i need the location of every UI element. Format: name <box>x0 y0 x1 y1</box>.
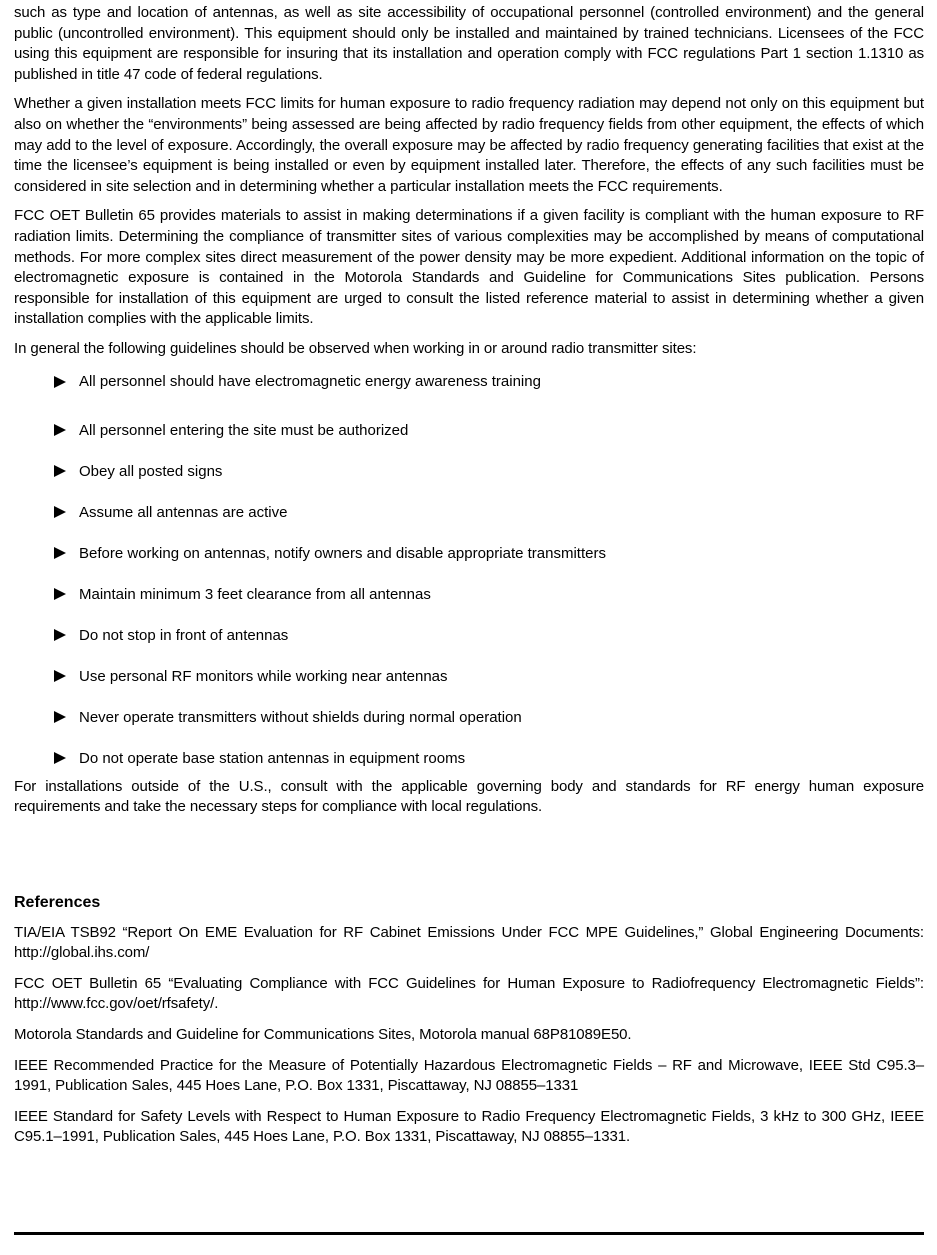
paragraph-oet-bulletin: FCC OET Bulletin 65 provides materials to assist in making determinations if a given facility is compliant with the human exposure to RF radiation limits. Determining the compliance of transmitter sites of various complexities may be accomplished by means of computational methods. For more complex sites direct measurement of the power density may be more expedient. Additional information on the topic of electromagnetic exposure is contained in the Motorola Standards and Guideline for Communications Sites publication. Persons responsible for installation of this equipment are urged to consult the listed reference material to assist in determining whether a given installation complies with the applicable limits. <box>14 207 924 328</box>
list-item <box>14 451 924 492</box>
list-item <box>14 615 924 656</box>
bullet-triangle-icon <box>54 711 66 723</box>
paragraph-guidelines-intro: In general the following guidelines should be observed when working in or around radio transmitter sites: <box>14 339 697 357</box>
guideline-text: Do not operate base station antennas in equipment rooms <box>79 749 466 767</box>
bottom-rule-divider <box>14 1232 924 1235</box>
reference-item: Motorola Standards and Guideline for Communications Sites, Motorola manual 68P81089E50. <box>14 1026 632 1044</box>
list-item <box>14 574 924 615</box>
list-item <box>14 656 924 697</box>
list-item <box>14 697 924 738</box>
guideline-text: Use personal RF monitors while working near antennas <box>79 667 448 685</box>
bullet-triangle-icon <box>54 629 66 641</box>
reference-item: FCC OET Bulletin 65 “Evaluating Compliance with FCC Guidelines for Human Exposure to Radiofrequency Electromagnetic Fields”: http://www.fcc.gov/oet/rfsafety/. <box>14 974 924 1013</box>
guideline-text: Before working on antennas, notify owners and disable appropriate transmitters <box>79 544 606 562</box>
reference-item: IEEE Recommended Practice for the Measure of Potentially Hazardous Electromagnetic Fields – RF and Microwave, IEEE Std C95.3–1991, Publication Sales, 445 Hoes Lane, P.O. Box 1331, Piscattaway, NJ 08855–1331 <box>14 1056 924 1095</box>
guideline-text: Assume all antennas are active <box>79 503 288 521</box>
guideline-text: Do not stop in front of antennas <box>79 626 289 644</box>
reference-item: IEEE Standard for Safety Levels with Respect to Human Exposure to Radio Frequency Electromagnetic Fields, 3 kHz to 300 GHz, IEEE C95.1–1991, Publication Sales, 445 Hoes Lane, P.O. Box 1331, Piscattaway, NJ 08855–1331. <box>14 1107 924 1146</box>
guideline-text: Obey all posted signs <box>79 462 223 480</box>
bullet-triangle-icon <box>54 588 66 600</box>
paragraph-installation-limits: Whether a given installation meets FCC limits for human exposure to radio frequency radiation may depend not only on this equipment but also on whether the “environments” being assessed are being affected by radio frequency fields from other equipment, the effects of which may add to the level of exposure. Accordingly, the overall exposure may be affected by radio frequency generating facilities that exist at the time the licensee’s equipment is being installed or even by equipment installed later. Therefore, the effects of any such facilities must be considered in site selection and in determining whether a particular installation meets the FCC requirements. <box>14 95 924 195</box>
guidelines-list <box>14 369 924 779</box>
list-item <box>14 369 924 395</box>
bullet-triangle-icon <box>54 547 66 559</box>
guideline-text: Never operate transmitters without shields during normal operation <box>79 708 522 726</box>
bullet-triangle-icon <box>54 506 66 518</box>
bullet-triangle-icon <box>54 752 66 764</box>
document-page <box>14 3 924 1158</box>
references-heading: References <box>14 893 101 911</box>
bullet-triangle-icon <box>54 670 66 682</box>
list-item <box>14 492 924 533</box>
guideline-text: All personnel entering the site must be authorized <box>79 421 409 439</box>
bullet-triangle-icon <box>54 465 66 477</box>
paragraph-site-accessibility: such as type and location of antennas, as well as site accessibility of occupational personnel (controlled environment) and the general public (uncontrolled environment). This equipment should only be installed and maintained by trained technicians. Licensees of the FCC using this equipment are responsible for insuring that its installation and operation comply with FCC regulations Part 1 section 1.1310 as published in title 47 code of federal regulations. <box>14 4 924 83</box>
bullet-triangle-icon <box>54 376 66 388</box>
reference-item: TIA/EIA TSB92 “Report On EME Evaluation for RF Cabinet Emissions Under FCC MPE Guidelines,” Global Engineering Documents: http://global.ihs.com/ <box>14 923 924 962</box>
guideline-text: All personnel should have electromagnetic energy awareness training <box>79 373 541 390</box>
list-item <box>14 738 924 779</box>
bullet-triangle-icon <box>54 424 66 436</box>
paragraph-international: For installations outside of the U.S., consult with the applicable governing body and standards for RF energy human exposure requirements and take the necessary steps for compliance with local regulations. <box>14 777 924 816</box>
list-item <box>14 533 924 574</box>
guideline-text: Maintain minimum 3 feet clearance from all antennas <box>79 585 431 603</box>
list-item <box>14 410 924 451</box>
